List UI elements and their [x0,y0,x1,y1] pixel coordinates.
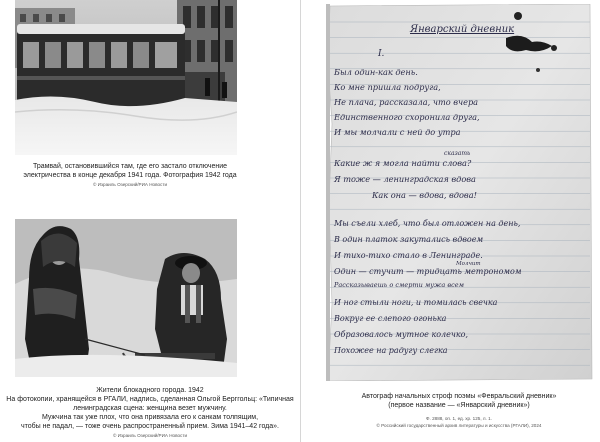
manuscript-line: И ног стыли ноги, и томилась свечка [334,298,498,307]
manuscript-numeral: I. [378,49,385,59]
manuscript-line: Рассказываешь о смерти мужа всем [334,281,464,289]
residents-caption-line: Мужчина так уже плох, что она привязала его к санкам толпящим, [41,414,259,421]
residents-caption-line: чтобы не падал, — тоже очень распространенный прием. Зима 1941–42 года». [21,423,279,430]
tram-photo-credit: © Израиль Озерский/РИА Новости [92,182,168,187]
tram-photo [15,0,237,155]
residents-caption-line: ленинградская сцена: женщина везет мужчину. [73,405,227,412]
manuscript-line: И мы молчали с ней до утра [334,127,461,137]
manuscript-caption-line: Автограф начальных строф поэмы «Февральский дневник» [361,393,557,400]
archive-credit: © Российский государственный архив литературы и искусства (РГАЛИ), 2024 [376,423,542,428]
manuscript-line: Единственного схоронила друга, [334,112,480,122]
residents-photo-credit: © Израиль Озерский/РИА Новости [112,433,188,438]
manuscript-line: Ко мне пришла подруга, [334,82,441,92]
residents-caption [0,386,300,439]
manuscript-insertion: Молчит [456,261,481,267]
manuscript-text [326,4,593,381]
manuscript-line: Мы съели хлеб, что был отложен на день, [334,219,521,228]
residents-caption-line: На фотокопии, хранящейся в РГАЛИ, надпись, сделанная Ольгой Берггольц: «Типичная [6,396,294,403]
manuscript-insertion: сказать [444,150,471,157]
manuscript-line: Я тоже — ленинградская вдова [334,174,476,184]
manuscript-line: Был один-как день. [334,67,418,77]
manuscript-line: Какие ж я могла найти слова? [334,158,472,168]
manuscript-line: Не плача, рассказала, что вчера [334,97,479,107]
archive-reference: Ф. 2888, оп. 1, ед. хр. 125, л. 1. [426,416,492,421]
manuscript-line: И тихо-тихо стало в Ленинграде. [334,251,483,260]
manuscript-line: Похожее на радугу слегка [334,346,448,355]
manuscript-caption-line: (первое название — «Январский дневник») [388,402,530,409]
residents-caption-line: Жители блокадного города. 1942 [96,387,204,394]
manuscript-line: В один платок закутались вдвоем [334,235,484,244]
manuscript-line: Вокруг ее слепого огонька [334,314,447,323]
tram-caption-text: Трамвай, остановившийся там, где его застало отключение электричества в конце декабря 1941 года. Фотография 1942 года [23,163,237,179]
manuscript-title: Январский дневник [410,24,515,35]
manuscript-line: Образовалось мутное колечко, [334,330,468,339]
manuscript-line: Один — стучит — тридцать метрономом [334,267,522,276]
tram-caption [15,162,245,188]
page-divider [300,0,301,442]
blockade-residents-photo [15,219,237,377]
manuscript-line: Как она — вдова, вдова! [372,190,477,200]
manuscript-caption [318,392,600,429]
